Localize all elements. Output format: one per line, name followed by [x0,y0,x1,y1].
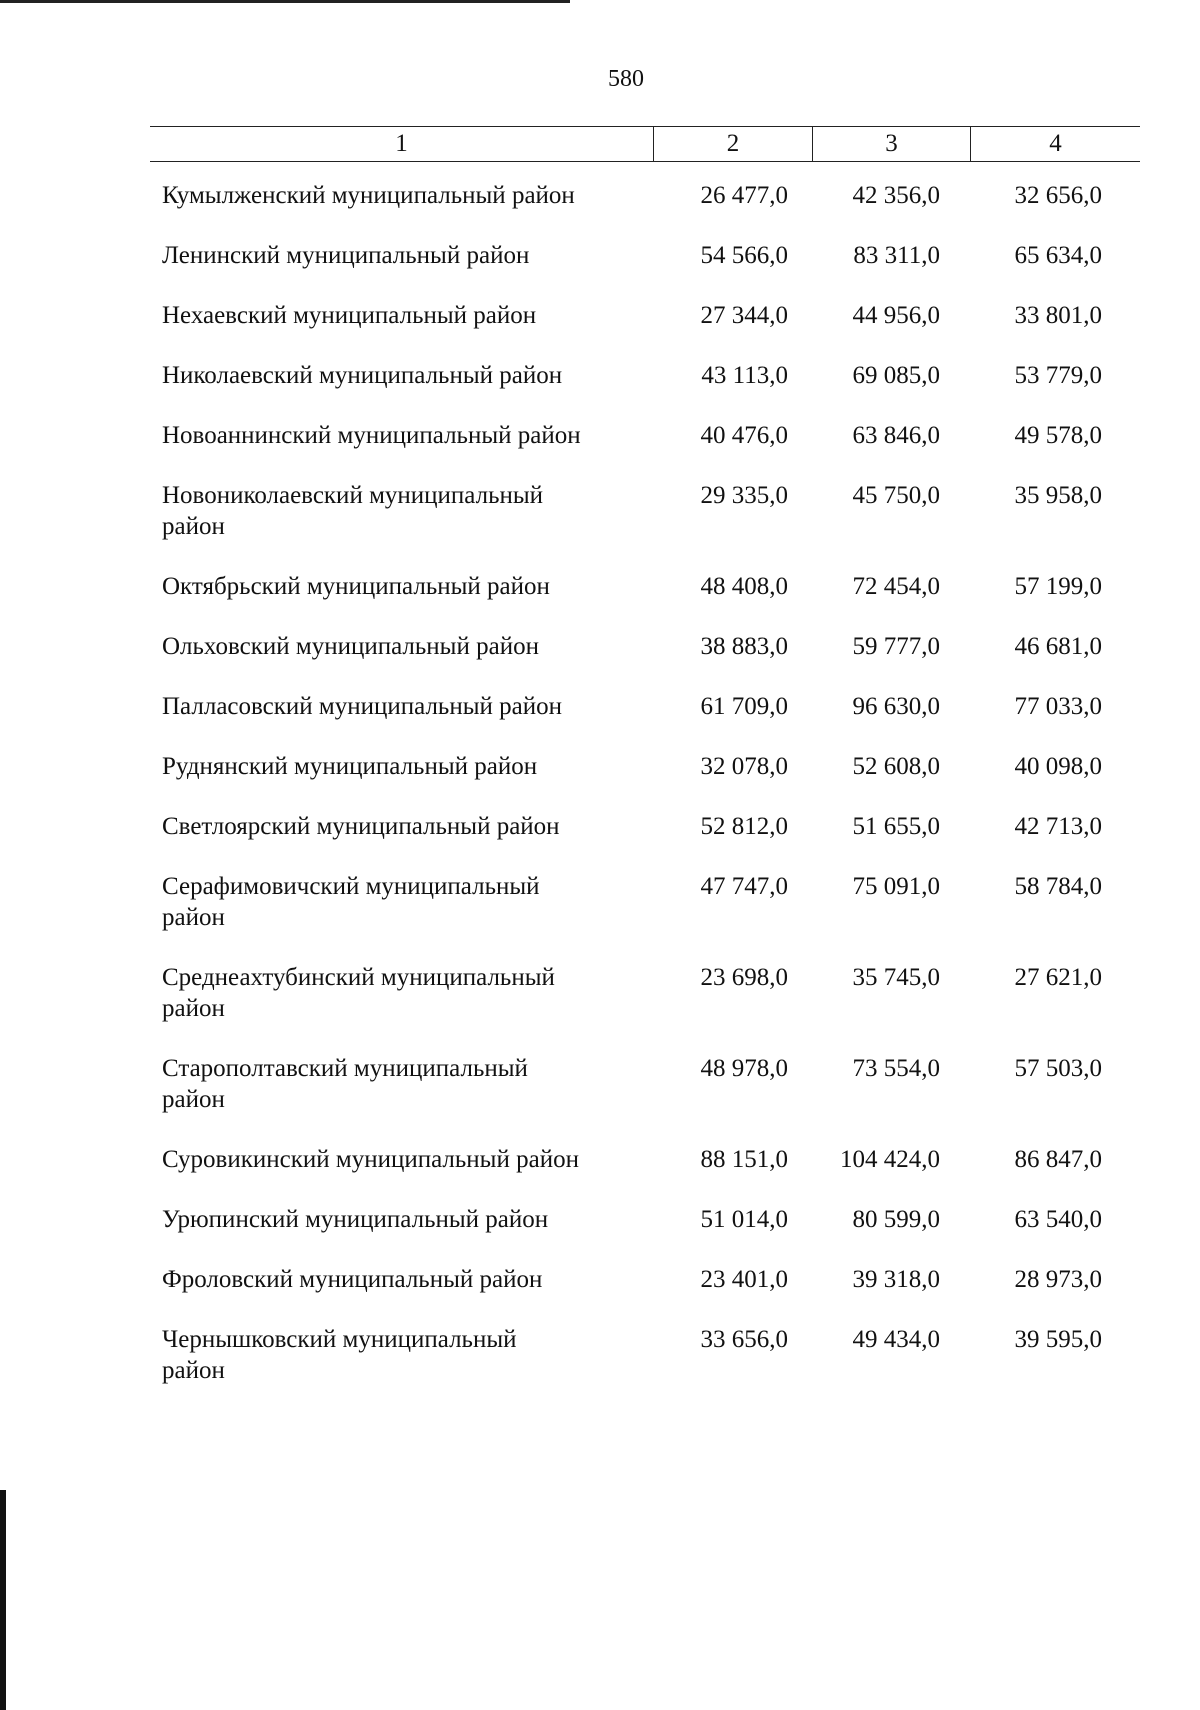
value-cell-4: 46 681,0 [1014,633,1102,660]
value-cell-4: 32 656,0 [1014,182,1102,209]
district-name-cell: Николаевский муниципальный район [162,362,563,389]
table-row [150,240,1140,271]
value-cell-4: 77 033,0 [1014,693,1102,720]
value-cell-3: 44 956,0 [852,302,940,329]
table-row [150,300,1140,331]
district-name-cell: Суровикинский муниципальный район [162,1146,579,1173]
value-cell-4: 86 847,0 [1014,1146,1102,1173]
value-cell-4: 49 578,0 [1014,422,1102,449]
value-cell-4: 57 503,0 [1014,1055,1102,1082]
value-cell-2: 32 078,0 [700,753,788,780]
value-cell-2: 23 698,0 [700,964,788,991]
value-cell-2: 27 344,0 [700,302,788,329]
value-cell-4: 39 595,0 [1014,1326,1102,1353]
value-cell-4: 65 634,0 [1014,242,1102,269]
district-name-cell: Октябрьский муниципальный район [162,573,550,600]
value-cell-3: 83 311,0 [853,242,940,269]
district-name-cell: Светлоярский муниципальный район [162,813,560,840]
table-row [150,180,1140,211]
value-cell-3: 59 777,0 [852,633,940,660]
value-cell-3: 72 454,0 [852,573,940,600]
value-cell-2: 23 401,0 [700,1266,788,1293]
value-cell-2: 40 476,0 [700,422,788,449]
value-cell-2: 52 812,0 [700,813,788,840]
table-row [150,811,1140,842]
district-name-cell: Палласовский муниципальный район [162,693,562,720]
value-cell-2: 51 014,0 [700,1206,788,1233]
table-row [150,1204,1140,1235]
district-name-cell: Ольховский муниципальный район [162,633,539,660]
value-cell-2: 38 883,0 [700,633,788,660]
value-cell-3: 104 424,0 [840,1146,940,1173]
table-row [150,962,1140,1024]
value-cell-3: 63 846,0 [852,422,940,449]
data-table [150,126,1140,1415]
value-cell-2: 33 656,0 [700,1326,788,1353]
district-name-cell: Фроловский муниципальный район [162,1266,543,1293]
value-cell-3: 75 091,0 [852,873,940,900]
column-header-4: 4 [970,127,1140,161]
value-cell-4: 35 958,0 [1014,482,1102,509]
district-name-cell: Урюпинский муниципальный район [162,1206,549,1233]
district-name-cell: Старополтавский муниципальный район [162,1055,528,1113]
value-cell-4: 27 621,0 [1014,964,1102,991]
value-cell-4: 28 973,0 [1014,1266,1102,1293]
value-cell-3: 35 745,0 [852,964,940,991]
value-cell-2: 54 566,0 [700,242,788,269]
column-header-2: 2 [653,127,812,161]
district-name-cell: Ленинский муниципальный район [162,242,530,269]
district-name-cell: Руднянский муниципальный район [162,753,538,780]
value-cell-2: 43 113,0 [701,362,788,389]
value-cell-3: 52 608,0 [852,753,940,780]
table-row [150,360,1140,391]
table-row [150,420,1140,451]
value-cell-2: 29 335,0 [700,482,788,509]
district-name-cell: Чернышковский муниципальный район [162,1326,517,1384]
value-cell-4: 63 540,0 [1014,1206,1102,1233]
value-cell-2: 47 747,0 [700,873,788,900]
value-cell-3: 96 630,0 [852,693,940,720]
page-number: 580 [608,66,644,92]
table-row [150,1144,1140,1175]
value-cell-3: 80 599,0 [852,1206,940,1233]
value-cell-2: 88 151,0 [700,1146,788,1173]
district-name-cell: Новониколаевский муниципальный район [162,482,544,540]
district-name-cell: Среднеахтубинский муниципальный район [162,964,555,1022]
table-row [150,871,1140,933]
district-name-cell: Кумылженский муниципальный район [162,182,575,209]
table-header [150,126,1140,162]
column-header-1: 1 [395,130,408,157]
table-row [150,631,1140,662]
value-cell-3: 73 554,0 [852,1055,940,1082]
value-cell-3: 42 356,0 [852,182,940,209]
table-body [150,180,1140,1386]
table-row [150,751,1140,782]
table-row [150,1053,1140,1115]
value-cell-2: 48 978,0 [700,1055,788,1082]
value-cell-4: 58 784,0 [1014,873,1102,900]
table-row [150,571,1140,602]
value-cell-3: 49 434,0 [852,1326,940,1353]
scan-edge-top [0,0,570,3]
district-name-cell: Серафимовичский муниципальный район [162,873,540,931]
table-row [150,480,1140,542]
district-name-cell: Нехаевский муниципальный район [162,302,537,329]
district-name-cell: Новоаннинский муниципальный район [162,422,581,449]
value-cell-3: 51 655,0 [852,813,940,840]
value-cell-4: 40 098,0 [1014,753,1102,780]
table-row [150,691,1140,722]
table-row [150,1264,1140,1295]
value-cell-4: 57 199,0 [1014,573,1102,600]
table-row [150,1324,1140,1386]
column-header-3: 3 [812,127,970,161]
value-cell-3: 69 085,0 [852,362,940,389]
value-cell-4: 33 801,0 [1014,302,1102,329]
value-cell-4: 42 713,0 [1014,813,1102,840]
value-cell-4: 53 779,0 [1014,362,1102,389]
value-cell-2: 61 709,0 [700,693,788,720]
value-cell-3: 45 750,0 [852,482,940,509]
value-cell-2: 48 408,0 [700,573,788,600]
value-cell-2: 26 477,0 [700,182,788,209]
value-cell-3: 39 318,0 [852,1266,940,1293]
scan-edge-left [0,1490,6,1710]
